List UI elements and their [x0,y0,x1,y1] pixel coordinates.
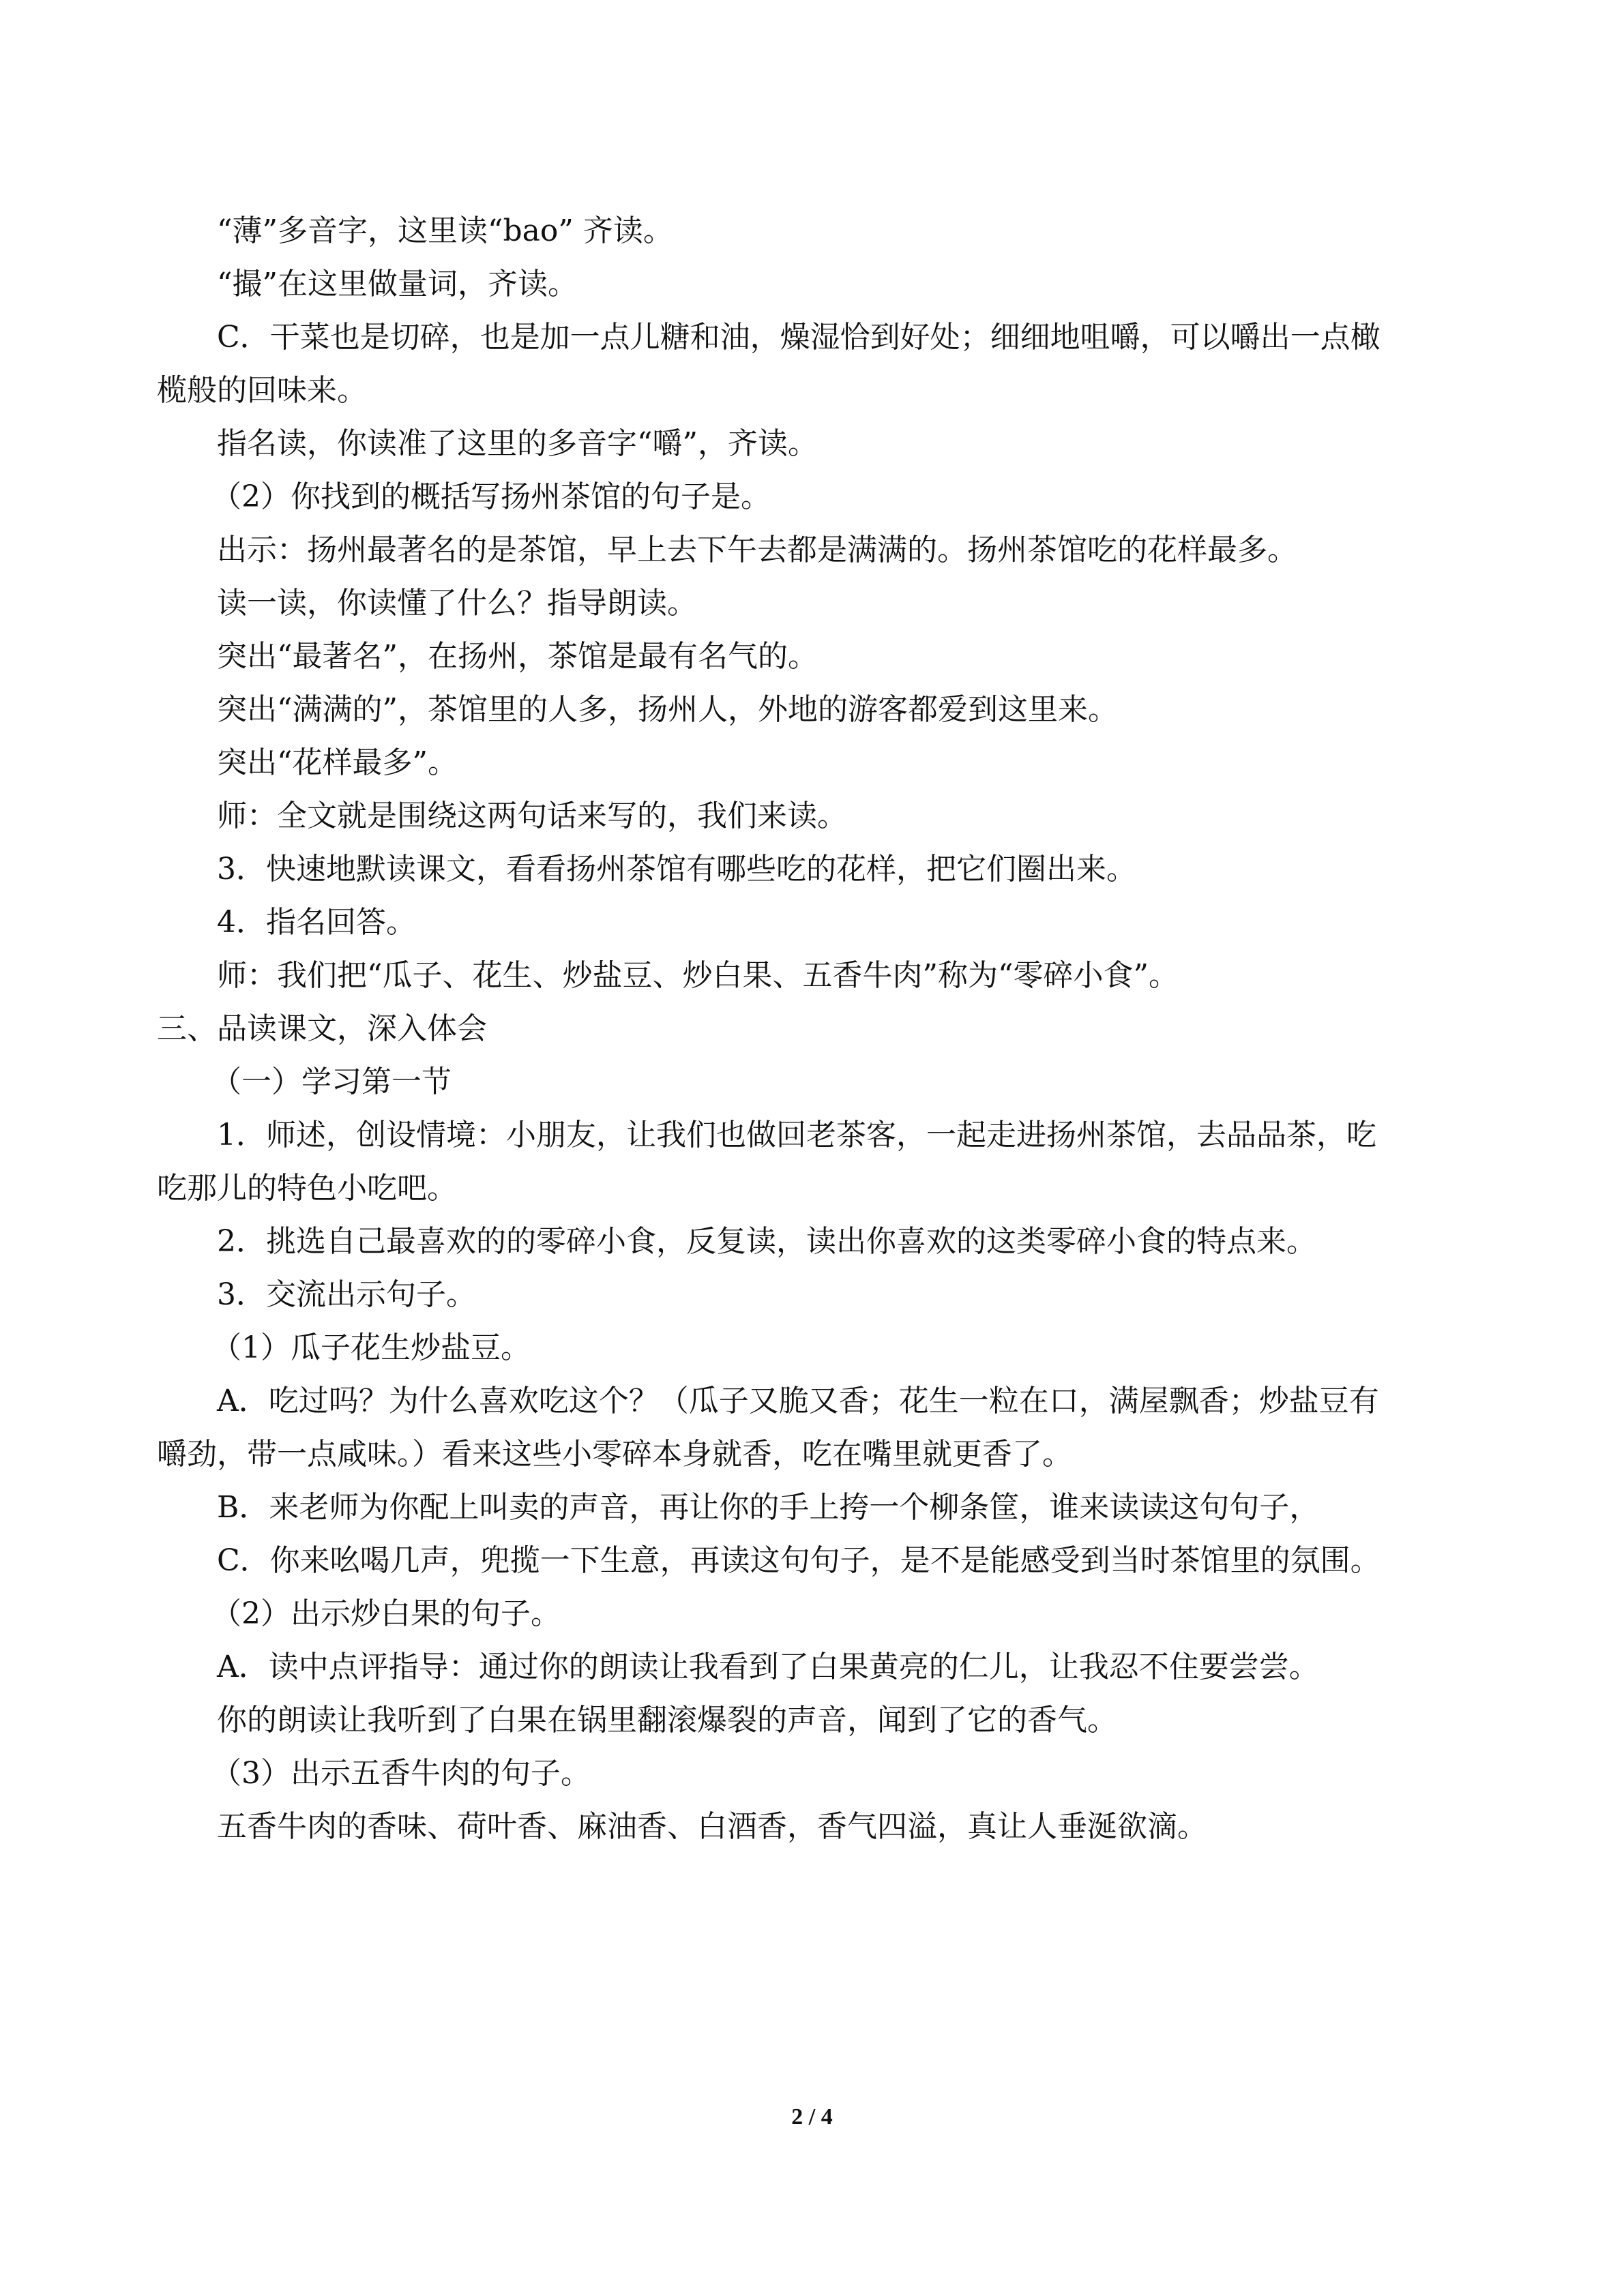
text-line: 你的朗读让我听到了白果在锅里翻滚爆裂的声音，闻到了它的香气。 [217,1703,1117,1738]
text-line: 读一读，你读懂了什么？指导朗读。 [217,586,697,621]
text-line: 4．指名回答。 [217,905,416,940]
text-line: （2）出示炒白果的句子。 [211,1596,561,1631]
text-line: 突出“最著名”，在扬州，茶馆是最有名气的。 [217,639,818,674]
text-line: （1）瓜子花生炒盐豆。 [211,1330,531,1365]
text-line: C．你来吆喝几声，兜揽一下生意，再读这句句子，是不是能感受到当时茶馆里的氛围。 [217,1543,1381,1578]
text-line: （2）你找到的概括写扬州茶馆的句子是。 [211,479,771,514]
text-line: “薄”多音字，这里读“bao” 齐读。 [217,213,673,248]
text-line: B．来老师为你配上叫卖的声音，再让你的手上挎一个柳条筐，谁来读读这句句子， [217,1490,1320,1525]
text-line: A．吃过吗？为什么喜欢吃这个？（瓜子又脆又香；花生一粒在口，满屋飘香；炒盐豆有 [217,1384,1379,1418]
text-line: A．读中点评指导：通过你的朗读让我看到了白果黄亮的仁儿，让我忍不住要尝尝。 [217,1650,1319,1684]
text-line: （3）出示五香牛肉的句子。 [211,1756,591,1791]
text-line: 五香牛肉的香味、荷叶香、麻油香、白酒香，香气四溢，真让人垂涎欲滴。 [217,1809,1207,1844]
lesson-plan-body [157,205,1473,1853]
text-line: 指名读，你读准了这里的多音字“嚼”，齐读。 [217,426,818,461]
text-line: 榄般的回味来。 [157,373,367,408]
text-line: 师：全文就是围绕这两句话来写的，我们来读。 [217,799,847,833]
text-line: 2．挑选自己最喜欢的的零碎小食，反复读，读出你喜欢的这类零碎小食的特点来。 [217,1224,1316,1259]
text-line: 三、品读课文，深入体会 [157,1011,487,1046]
text-line: （一）学习第一节 [211,1064,452,1099]
text-line: 出示：扬州最著名的是茶馆，早上去下午去都是满满的。扬州茶馆吃的花样最多。 [217,533,1297,567]
text-line: 3．快速地默读课文，看看扬州茶馆有哪些吃的花样，把它们圈出来。 [217,852,1136,886]
text-line: 师：我们把“瓜子、花生、炒盐豆、炒白果、五香牛肉”称为“零碎小食”。 [217,958,1179,993]
text-line: C．干菜也是切碎，也是加一点儿糖和油，燥湿恰到好处；细细地咀嚼，可以嚼出一点橄 [217,320,1381,355]
page-number: 2 / 4 [791,2104,833,2130]
text-line: 突出“花样最多”。 [217,745,458,780]
text-line: “撮”在这里做量词，齐读。 [217,267,578,301]
text-line: 3．交流出示句子。 [217,1277,476,1312]
text-line: 吃那儿的特色小吃吧。 [157,1171,457,1206]
text-line: 突出“满满的”，茶馆里的人多，扬州人，外地的游客都爱到这里来。 [217,692,1118,727]
text-line: 嚼劲，带一点咸味。）看来这些小零碎本身就香，吃在嘴里就更香了。 [157,1437,1072,1472]
text-line: 1．师述，创设情境：小朋友，让我们也做回老茶客，一起走进扬州茶馆，去品品茶，吃 [217,1118,1376,1152]
